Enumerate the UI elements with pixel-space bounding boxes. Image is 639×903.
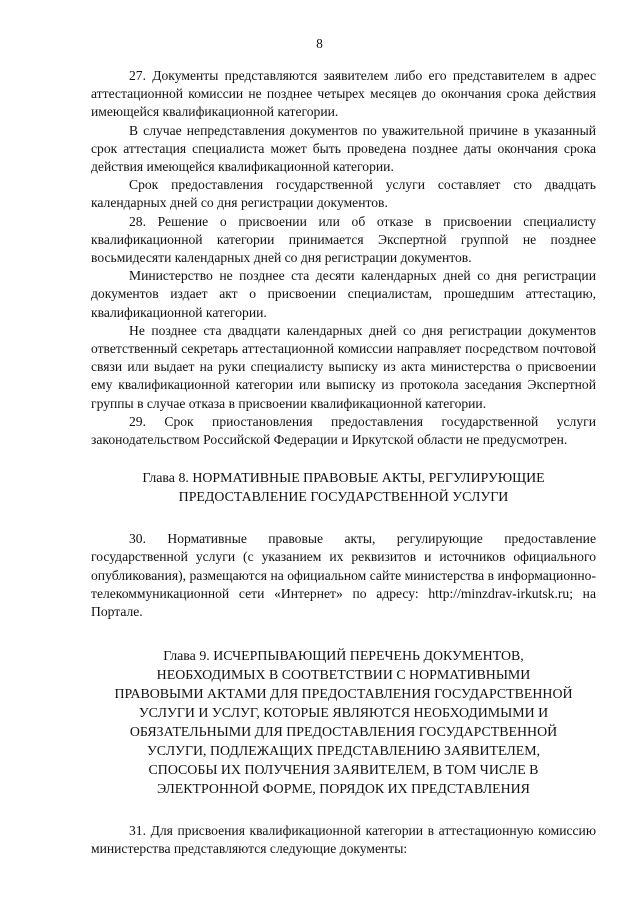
chapter-9-heading-line: ОБЯЗАТЕЛЬНЫМИ ДЛЯ ПРЕДОСТАВЛЕНИЯ ГОСУДАРСТВЕННОЙ <box>129 725 558 741</box>
paragraph-secretary-extract: Не позднее ста двадцати календарных дней со дня регистрации документов ответственный секретарь аттестационной комиссии направляет посредством почтовой связи или выдает на руки специалисту выписку из акта министерства о присвоении ему квалификационной категории или выписку из протокола заседания Экспертной группы в случае отказа в присвоении квалификационной категории. <box>91 322 596 411</box>
page-number: 8 <box>316 36 323 51</box>
paragraph-27: 27. Документы представляются заявителем либо его представителем в адрес аттестационной комиссии не позднее четырех месяцев до окончания срока действия имеющейся квалификационной категории. <box>91 68 596 120</box>
paragraph-31: 31. Для присвоения квалификационной категории в аттестационную комиссию министерства представляются следующие документы: <box>91 823 596 857</box>
chapter-9-heading <box>91 647 596 799</box>
spacer <box>91 621 596 647</box>
chapter-8-heading-line: Глава 8. НОРМАТИВНЫЕ ПРАВОВЫЕ АКТЫ, РЕГУЛИРУЮЩИЕ <box>142 471 545 487</box>
chapter-8-heading-line: ПРЕДОСТАВЛЕНИЕ ГОСУДАРСТВЕННОЙ УСЛУГИ <box>178 490 509 506</box>
chapter-9-heading-line: ПРАВОВЫМИ АКТАМИ ДЛЯ ПРЕДОСТАВЛЕНИЯ ГОСУДАРСТВЕННОЙ <box>114 687 573 703</box>
paragraph-28: 28. Решение о присвоении или об отказе в присвоении специалисту квалификационной категории принимается Экспертной группой не позднее восьмидесяти календарных дней со дня регистрации документов. <box>91 213 596 266</box>
paragraph-ministry-act: Министерство не позднее ста десяти календарных дней со дня регистрации документов издает акт о присвоении специалистам, прошедшим аттестацию, квалификационной категории. <box>91 268 596 320</box>
spacer <box>91 507 596 530</box>
chapter-9-heading-line: СПОСОБЫ ИХ ПОЛУЧЕНИЯ ЗАЯВИТЕЛЕМ, В ТОМ ЧИСЛЕ В <box>148 763 539 779</box>
paragraph-29: 29. Срок приостановления предоставления государственной услуги законодательством Российской Федерации и Иркутской области не предусмотрен. <box>91 413 596 448</box>
paragraph-30: 30. Нормативные правовые акты, регулирующие предоставление государственной услуги (с указанием их реквизитов и источников официального опубликования), размещаются на официальном сайте министерства в информационно-телекоммуникационной сети «Интернет» по адресу: http://minzdrav-irkutsk.ru; на Портале. <box>91 531 596 620</box>
spacer <box>91 799 596 822</box>
spacer <box>91 449 596 469</box>
chapter-9-heading-line: ЭЛЕКТРОННОЙ ФОРМЕ, ПОРЯДОК ИХ ПРЕДСТАВЛЕНИЯ <box>157 782 530 798</box>
paragraph-service-term: Срок предоставления государственной услуги составляет сто двадцать календарных дней со дня регистрации документов. <box>91 177 596 211</box>
document-body <box>91 67 596 859</box>
chapter-9-heading-line: УСЛУГИ, ПОДЛЕЖАЩИХ ПРЕДСТАВЛЕНИЮ ЗАЯВИТЕЛЕМ, <box>146 744 541 760</box>
chapter-9-heading-line: Глава 9. ИСЧЕРПЫВАЮЩИЙ ПЕРЕЧЕНЬ ДОКУМЕНТОВ, <box>163 649 524 665</box>
paragraph-late-submission: В случае непредставления документов по уважительной причине в указанный срок аттестация специалиста может быть проведена позднее даты окончания срока действия имеющейся квалификационной категории. <box>91 122 596 175</box>
chapter-8-heading <box>91 469 596 507</box>
chapter-9-heading-line: УСЛУГИ И УСЛУГ, КОТОРЫЕ ЯВЛЯЮТСЯ НЕОБХОДИМЫМИ И <box>138 706 549 722</box>
chapter-9-heading-line: НЕОБХОДИМЫХ В СООТВЕТСТВИИ С НОРМАТИВНЫМИ <box>156 668 531 684</box>
